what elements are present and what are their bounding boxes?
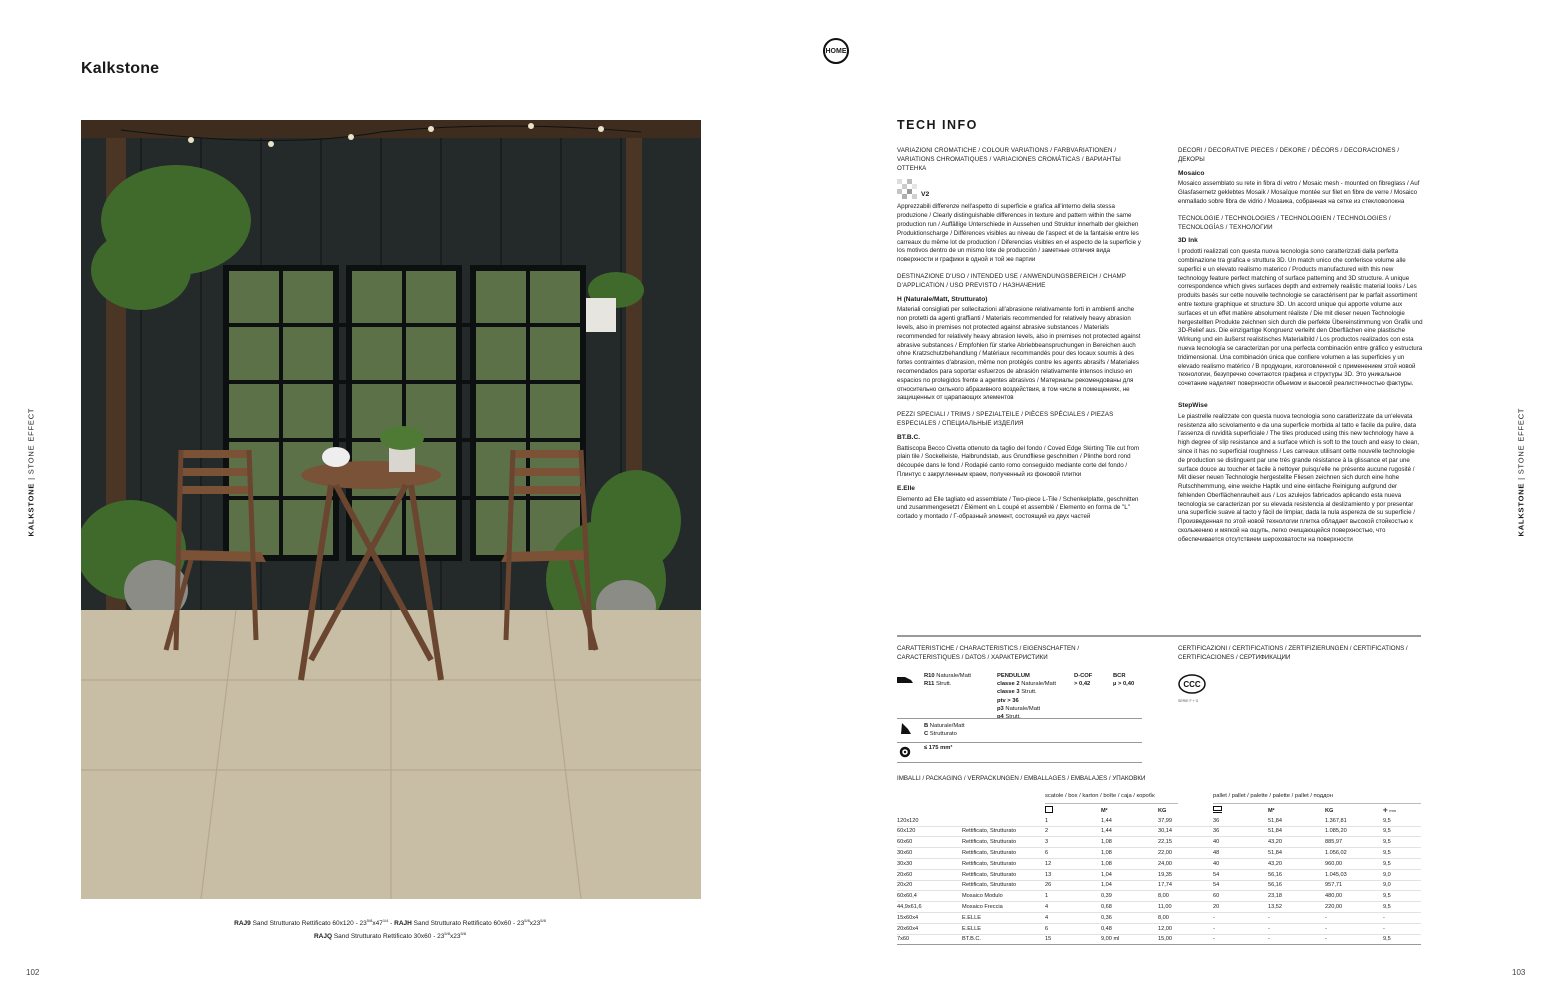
table-row [897, 923, 1421, 934]
side-label-left-rest: | STONE EFFECT [26, 407, 36, 483]
classe3-note: Strutt. [1019, 689, 1037, 696]
table-cell: 8,00 [1158, 914, 1169, 921]
abrasion-value: ≤ 175 mm³ [924, 745, 953, 751]
photo-caption [150, 916, 630, 942]
gear-icon [899, 746, 911, 758]
table-cell: 17,74 [1158, 882, 1172, 889]
caption-code-rajq: RAJQ [313, 933, 333, 941]
stain-values [924, 722, 965, 738]
bcr-label: BCR [1113, 673, 1126, 679]
table-cell: - [1213, 914, 1215, 921]
table-cell: 15 [1045, 936, 1052, 943]
classe2-label: classe 2 [997, 681, 1020, 688]
table-cell: 120x120 [897, 817, 919, 824]
r10-note: Naturale/Matt [934, 673, 972, 679]
table-cell: 54 [1213, 882, 1220, 889]
table-cell: 6 [1045, 925, 1049, 932]
table-cell: 36 [1213, 828, 1220, 835]
table-cell: Rettificato, Strutturato [962, 839, 1017, 846]
caption-text-rajq: Sand Strutturato Rettificato 30x60 - 23 [332, 933, 445, 941]
caption-separator: - [388, 920, 395, 928]
table-cell: 2 [1045, 828, 1049, 835]
table-cell: 1 [1045, 893, 1049, 900]
stain-resistance-row [897, 722, 1142, 742]
table-row [897, 880, 1421, 891]
table-cell: 0,48 [1101, 925, 1112, 932]
table-cell: - [1213, 925, 1215, 932]
table-cell: 24,00 [1158, 860, 1172, 867]
certification-logo [1178, 674, 1208, 702]
table-cell: 43,20 [1268, 839, 1282, 846]
table-row [897, 837, 1421, 848]
table-cell: 0,36 [1101, 914, 1112, 921]
technologies-header: TECNOLOGIE / TECHNOLOGIES / TECHNOLOGIEN / TECHNOLOGIES / TECNOLOGÍAS / ТЕХНОЛОГИИ [1178, 214, 1391, 231]
table-cell: 15x60x4 [897, 914, 919, 921]
btbc-title: BT.B.C. [897, 433, 921, 441]
caption-sup: 5/8 [444, 931, 450, 937]
btbc-description: Battiscopa Becco Civetta ottenuto da taglio del fondo / Coved Edge Skirting Tile cut from plain tile / Sockelleiste, Halbrundstab, aus Grundfliese geschnitten / Plinthe bord rond découpée dans le fond / Rodapié canto romo conseguido mediante corte del fondo / Плинтус с закругленным краем, полученный из фоновой плитки [897, 444, 1140, 478]
table-cell: 9,5 [1383, 936, 1391, 943]
variation-swatch-icon [897, 179, 917, 199]
table-cell: 6 [1045, 850, 1049, 857]
caption-text: x23 [529, 920, 541, 928]
table-cell: 1,04 [1101, 871, 1112, 878]
table-cell: 8,00 [1158, 893, 1169, 900]
pallet-m2-header: M² [1268, 807, 1275, 814]
3d-ink-description: I prodotti realizzati con questa nuova tecnologia sono caratterizzati dalla perfetta combinazione tra grafica e struttura 3D. Un match unico che conferisce volume alle superfici e un elevato realismo materico / Products manufactured with this new technology feature perfect matching of surface patterning and 3D structure. A unique correspondence which gives surfaces depth and extremely realistic material looks / Les produits basés sur cette nouvelle technologie se caractérisent par le parfait assortiment entre texture graphique et structure 3D. Un accord unique qui apporte volume aux surfaces et un effet matière absolument réaliste / Die mit dieser neuen Technologie hergestellten Produkte zeichnen sich durch die perfekte Übereinstimmung von Grafik und 3D-Relief aus. Die einzigartige Kongruenz verleiht den Oberflächen eine plastische Wirkung und ein äußerst realistisches Materialbild / Los productos realizados con esta nueva tecnología se caracterizan por una perfecta combinación entre gráfico y estructura tridimensional. Una combinación única que confiere volumen a las superficies y un elevado realismo matérico / В продукции, изготовленной с применением этой новой технологии, безупречно сочетаются графика и структуры 3D. Это уникальное сочетание наделяет поверхности объемом и высокой реалистичностью фактуры. [1178, 248, 1423, 388]
caption-text: x47 [372, 920, 383, 928]
table-cell: 1,44 [1101, 828, 1112, 835]
packaging-table [897, 806, 1421, 945]
r10-label: R10 [924, 673, 935, 679]
table-cell: 885,97 [1325, 839, 1343, 846]
r11-label: R11 [924, 681, 935, 688]
table-cell: 4 [1045, 914, 1049, 921]
eelle-description: Elemento ad Elle tagliato ed assemblate / Two-piece L-Tile / Schenkelplatte, geschnitten und zusammengesetzt / Élément en L coupé et assemblé / Elemento en forma de "L" cortado y montado / Г-образный элемент, состоящий из двух частей [897, 495, 1139, 521]
pallet-icon [1213, 806, 1222, 813]
table-cell: 37,99 [1158, 817, 1172, 824]
table-cell: 13 [1045, 871, 1052, 878]
side-label-right [1516, 407, 1526, 537]
table-row [897, 891, 1421, 902]
product-photo [81, 120, 701, 899]
table-cell: 9,5 [1383, 817, 1391, 824]
table-cell: 13,52 [1268, 904, 1282, 911]
page-title: Kalkstone [81, 60, 160, 77]
colour-variations-header: VARIAZIONI CROMATICHE / COLOUR VARIATIONS / FARBVARIATIONEN / VARIATIONS CHROMATIQUES / VARIACIONES CROMÁTICAS / ВАРИАНТЫ ОТТЕНКА [897, 147, 1121, 172]
table-cell: 9,00 ml [1101, 936, 1120, 943]
packaging-rows [897, 816, 1421, 945]
table-row [897, 826, 1421, 837]
intended-use-header: DESTINAZIONE D'USO / INTENDED USE / ANWENDUNGSBEREICH / CHAMP D'APPLICATION / USO PREVISTO / НАЗНАЧЕНИЕ [897, 272, 1126, 289]
table-cell: 1.045,03 [1325, 871, 1347, 878]
table-cell: 56,16 [1268, 871, 1282, 878]
table-cell: 1,44 [1101, 817, 1112, 824]
table-cell: 51,84 [1268, 850, 1282, 857]
row-divider [897, 718, 1142, 719]
packaging-header: IMBALLI / PACKAGING / VERPACKUNGEN / EMBALLAGES / EMBALAJES / УПАКОВКИ [897, 775, 1146, 782]
r11-line [924, 680, 971, 688]
table-cell: 30x30 [897, 860, 913, 867]
table-cell: 36 [1213, 817, 1220, 824]
box-icon [1045, 806, 1053, 813]
h-class-title: H (Naturale/Matt, Strutturato) [897, 295, 988, 303]
bcr-values [1113, 672, 1134, 688]
bcr-value: µ > 0,40 [1113, 681, 1135, 688]
side-label-right-rest: | STONE EFFECT [1516, 407, 1526, 483]
table-cell: 20x20 [897, 882, 913, 889]
table-cell: 20x60 [897, 871, 913, 878]
v2-description: Apprezzabili differenze nell'aspetto di superficie e grafica all'interno della stessa produzione / Clearly distinguishable differences in texture and pattern within the same production run / Auffällige Unterschiede in Aussehen und Struktur innerhalb der gleichen Produktionscharge / Différences visibles au niveau de l'aspect et de la fantaisie entre les carreaux du même lot de production / Diferencias visibles en el aspecto de la superficie y los motivos dentro de un mismo lote de producción / заметные отличия вида поверхности и графики в одной и той же партии [897, 203, 1141, 264]
ptv-label: ptv > 36 [997, 697, 1019, 704]
3d-ink-title: 3D Ink [1178, 237, 1198, 245]
table-cell: 26 [1045, 882, 1052, 889]
group-underline [1045, 803, 1178, 804]
characteristics-table [897, 672, 1142, 718]
c-note: Strutturato [928, 731, 957, 738]
group-underline [1213, 803, 1421, 804]
abrasion-row [897, 745, 1142, 761]
caption-code-rajh: RAJH [394, 920, 412, 928]
side-label-left-bold: KALKSTONE [26, 482, 36, 537]
table-cell: 48 [1213, 850, 1220, 857]
table-cell: 11,00 [1158, 904, 1172, 911]
table-cell: Rettificato, Strutturato [962, 850, 1017, 857]
table-cell: 22,00 [1158, 850, 1172, 857]
table-cell: 44,9x61,6 [897, 904, 922, 911]
table-cell: 220,00 [1325, 904, 1343, 911]
table-cell: 56,16 [1268, 882, 1282, 889]
table-cell [962, 816, 1045, 826]
table-cell: 12 [1045, 860, 1052, 867]
mosaico-title: Mosaico [1178, 169, 1205, 177]
shoe-icon [897, 674, 913, 684]
table-cell: 1,08 [1101, 860, 1112, 867]
tech-left-column [897, 147, 1142, 522]
certification-logo-sub: SERIE F + G [1178, 699, 1199, 703]
caption-line-2 [150, 929, 630, 942]
table-cell: 0,39 [1101, 893, 1112, 900]
certifications-header: CERTIFICAZIONI / CERTIFICATIONS / ZERTIFIZIERUNGEN / CERTIFICATIONS / CERTIFICACIONES / СЕРТИФИКАЦИИ [1178, 645, 1408, 661]
table-cell: 9,0 [1383, 871, 1391, 878]
table-cell: Rettificato, Strutturato [962, 871, 1017, 878]
caption-sup: 5/8 [366, 918, 373, 923]
classe2-note: Naturale/Matt [1019, 681, 1056, 688]
p3-note: Naturale/Matt [1003, 705, 1041, 712]
table-cell: 1.367,81 [1325, 817, 1347, 824]
table-cell: 20x60x4 [897, 925, 919, 932]
table-cell: BT.B.C. [962, 936, 981, 943]
table-cell: - [1325, 925, 1327, 932]
pallet-kg-header: KG [1325, 807, 1334, 814]
dcof-values [1074, 672, 1092, 688]
table-row [897, 869, 1421, 880]
table-cell: 19,35 [1158, 871, 1172, 878]
page-number-left: 102 [26, 968, 40, 977]
side-label-left [26, 407, 36, 537]
caption-code-raj9: RAJ9 [234, 920, 251, 928]
eelle-title: E.Elle [897, 484, 915, 492]
r11-note: Strutt. [934, 681, 952, 688]
table-cell: - [1383, 914, 1385, 921]
table-row [897, 848, 1421, 859]
v2-label: V2 [921, 190, 930, 198]
table-cell: 30,14 [1158, 828, 1172, 835]
r-values [924, 672, 971, 688]
h-class-description: Materiali consigliati per sollecitazioni all'abrasione relativamente forti in ambienti anche non protetti da agenti graffianti / Materials recommended for relatively heavy abrasion levels, also in premises not protected against abrasive substances / Materials recommended for relatively heavy abrasion levels, also in premises not protected against abrasive substances / Empfohlen für starke Abriebbeanspruchungen in Bereichen auch ohne Kratzschutzbehandlung / Matériaux recommandés pour des locaux soumis à des fortes contraintes d'abrasion, même non protégés contre les agents abrasifs / Materiales recomendados para soportar esfuerzos de abrasión relativamente intensos incluso en espacios no protegidos frente a agentes abrasivos / Материалы рекомендованы для относительно сильного абразивного воздействия, в том числе в помещениях, не защищенных от царапающих элементов [897, 306, 1141, 402]
table-cell: 1,08 [1101, 850, 1112, 857]
mosaico-description: Mosaico assemblato su rete in fibra di vetro / Mosaic mesh - mounted on fibreglass / Auf Glasfasernetz geklebtes Mosaik / Mosaïque montée sur filet en fibre de verre / Mosaico enmallado sobre fibra de vidrio / Мозаика, собранная на сетке из стекловолокна [1178, 180, 1420, 205]
table-cell: 43,20 [1268, 860, 1282, 867]
characteristics-header: CARATTERISTICHE / CHARACTERISTICS / EIGENSCHAFTEN / CARACTERISTIQUES / DATOS / ХАРАКТЕРИСТИКИ [897, 645, 1080, 661]
table-cell: 1.056,02 [1325, 850, 1347, 857]
dcof-label: D-COF [1074, 673, 1093, 679]
table-cell: 54 [1213, 871, 1220, 878]
table-cell: 9,5 [1383, 893, 1391, 900]
slip-resistance-row [897, 672, 1142, 718]
table-cell: E.ELLE [962, 914, 981, 921]
table-cell: 960,00 [1325, 860, 1343, 867]
box-group-label: scatole / box / karton / boîte / caja / коробк [1045, 793, 1155, 799]
decorative-pieces-header: DECORI / DECORATIVE PIECES / DEKORE / DÉCORS / DECORACIONES / ДЕКОРЫ [1178, 147, 1400, 163]
tech-right-column [1178, 147, 1423, 545]
table-cell: 4 [1045, 904, 1049, 911]
thickness-icon: ✛ [1383, 807, 1388, 814]
caption-text-rajh: Sand Strutturato Rettificato 60x60 - 23 [411, 920, 525, 928]
table-cell: 40 [1213, 839, 1220, 846]
home-button[interactable]: HOME [823, 38, 849, 64]
table-cell: 9,5 [1383, 860, 1391, 867]
caption-sup: 5/8 [524, 918, 530, 923]
b-note: Naturale/Matt [928, 723, 965, 729]
table-cell: - [1325, 914, 1327, 921]
table-row [897, 858, 1421, 869]
table-cell: - [1213, 936, 1215, 943]
table-cell: Rettificato, Strutturato [962, 828, 1017, 835]
c-label: C [924, 731, 929, 738]
v2-row [897, 179, 1142, 199]
caption-text: x23 [449, 933, 461, 941]
dcof-value: > 0,42 [1074, 681, 1091, 688]
table-cell: 9,5 [1383, 904, 1391, 911]
table-cell: - [1383, 925, 1385, 932]
table-row [897, 912, 1421, 923]
caption-line-1 [150, 916, 630, 929]
table-cell: 9,5 [1383, 828, 1391, 835]
caption-text-raj9: Sand Strutturato Rettificato 60x120 - 23 [250, 920, 367, 928]
svg-text:CCC: CCC [1183, 680, 1201, 689]
table-cell: 60 [1213, 893, 1220, 900]
b-label: B [924, 723, 929, 729]
row-divider [897, 762, 1142, 763]
table-cell: 1,08 [1101, 839, 1112, 846]
page-number-right: 103 [1512, 968, 1526, 977]
table-cell: 30x60 [897, 850, 913, 857]
table-cell: 0,68 [1101, 904, 1112, 911]
thickness-unit: mm [1389, 807, 1396, 813]
table-cell: 9,0 [1383, 882, 1391, 889]
box-m2-header: M² [1101, 807, 1108, 814]
table-cell: 9,5 [1383, 839, 1391, 846]
table-cell: E.ELLE [962, 925, 981, 932]
table-cell: 51,84 [1268, 828, 1282, 835]
table-cell: 7x60 [897, 936, 910, 943]
table-cell: 12,00 [1158, 925, 1172, 932]
side-label-right-bold: KALKSTONE [1516, 482, 1526, 537]
table-cell: 1 [1045, 817, 1049, 824]
table-cell: 957,71 [1325, 882, 1343, 889]
table-cell: Rettificato, Strutturato [962, 882, 1017, 889]
table-cell: - [1268, 925, 1270, 932]
table-cell: - [1268, 914, 1270, 921]
table-cell: 22,15 [1158, 839, 1172, 846]
table-cell: - [1268, 936, 1270, 943]
stepwise-title: StepWise [1178, 401, 1208, 409]
table-cell: 40 [1213, 860, 1220, 867]
table-row [897, 816, 1421, 826]
table-cell: 9,5 [1383, 850, 1391, 857]
table-cell: 60x60,4 [897, 893, 917, 900]
caption-sup: 1/4 [382, 918, 389, 923]
caption-sup: 5/8 [540, 918, 546, 923]
table-row [897, 934, 1421, 945]
table-cell: Mosaico Modulo [962, 893, 1003, 900]
table-cell: Rettificato, Strutturato [962, 860, 1017, 867]
drop-icon [899, 723, 913, 735]
row-divider [897, 742, 1142, 743]
pallet-group-label: pallet / pallet / palette / palette / pallet / поддон [1213, 793, 1333, 799]
table-cell: 1,04 [1101, 882, 1112, 889]
classe3-label: classe 3 [997, 689, 1020, 696]
table-cell: 1.085,20 [1325, 828, 1347, 835]
table-cell: 60x60 [897, 839, 913, 846]
r10-line [924, 672, 971, 680]
table-cell: 15,00 [1158, 936, 1172, 943]
stepwise-description: Le piastrelle realizzate con questa nuova tecnologia sono caratterizzate da un'elevata resistenza allo scivolamento e da una superficie morbida al tatto e facile da pulire, data l'assenza di ruvidità superficiale / The tiles produced using this new technology have a high degree of slip resistance and a surface which is soft to the touch and easy to clean, since it has no superficial roughness / Les carreaux utilisant cette nouvelle technologie de production se distinguent par une très grande résistance à la glissance et par une surface douce au toucher et facile à nettoyer puisqu'elle ne présente aucune rugosité / Mit dieser neuen Technologie hergestellte Fliesen zeichnen sich durch eine hohe Rutschhemmung, eine weiche Haptik und eine einfache Reinigung aufgrund der fehlenden Oberflächenrauheit aus / Los azulejos fabricados aplicando esta nueva tecnología se caracterizan por su elevada resistencia al deslizamiento y por presentar una superficie suave al tacto y fácil de limpiar, dada la nula aspereza de su superficie / Произведенная по этой новой технологии плитка обладает высокой стойкостью к скольжению и мягкой на ощупь, легко очищающейся поверхностью, что обеспечивается отсутствием шероховатости на поверхности [1178, 412, 1420, 543]
p3-label: p3 [997, 705, 1004, 712]
table-cell: 23,18 [1268, 893, 1282, 900]
section-divider [897, 635, 1421, 637]
table-cell: - [1325, 936, 1327, 943]
caption-sup: 5/8 [460, 931, 467, 937]
box-kg-header: KG [1158, 807, 1167, 814]
table-row [897, 902, 1421, 913]
trims-header: PEZZI SPECIALI / TRIMS / SPEZIALTEILE / PIÈCES SPÉCIALES / PIEZAS ESPECIALES / СПЕЦИАЛЬНЫЕ ИЗДЕЛИЯ [897, 411, 1114, 427]
ccc-logo-icon [1178, 674, 1206, 694]
pendulum-values [997, 672, 1056, 721]
tech-info-heading: TECH INFO [897, 118, 978, 132]
table-cell: 3 [1045, 839, 1049, 846]
table-cell: 20 [1213, 904, 1220, 911]
pendulum-label: PENDULUM [997, 673, 1030, 679]
table-cell: 51,84 [1268, 817, 1282, 824]
table-cell: 60x120 [897, 828, 916, 835]
table-cell: Mosaico Freccia [962, 904, 1003, 911]
table-cell: 480,00 [1325, 893, 1343, 900]
packaging-column-headers [897, 806, 1421, 816]
